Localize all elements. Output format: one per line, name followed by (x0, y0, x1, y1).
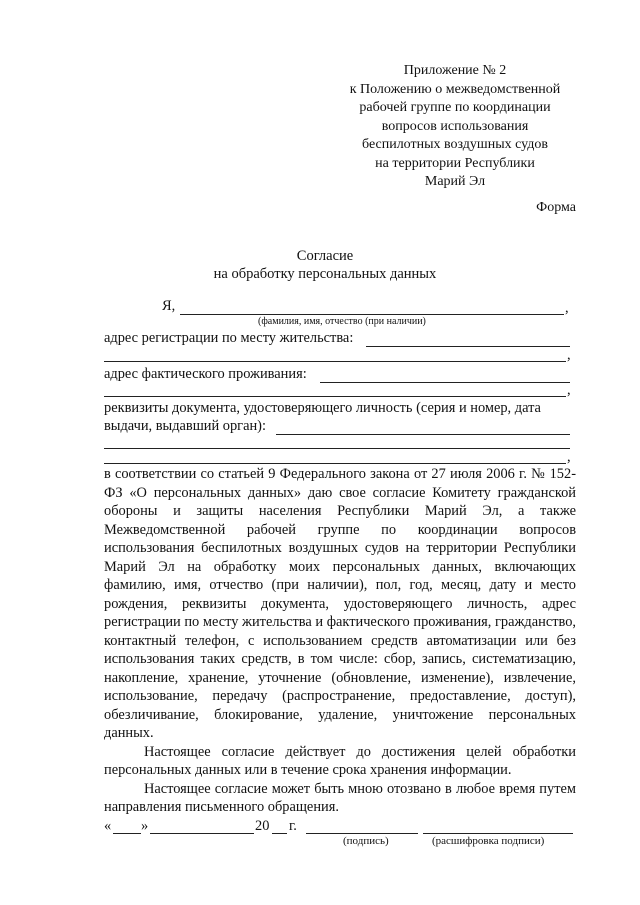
date-year-input-line[interactable] (272, 833, 287, 834)
appendix-line: беспилотных воздушных судов (362, 137, 548, 152)
fio-comma: , (565, 300, 569, 316)
form-label: Форма (536, 200, 576, 215)
document-input-line[interactable] (276, 434, 570, 435)
appendix-line: на территории Республики (375, 155, 535, 171)
signature-input-line[interactable] (306, 833, 418, 834)
reg-address-input-line-2[interactable] (104, 361, 566, 362)
date-day-input-line[interactable] (113, 833, 141, 834)
date-close-quote: » (141, 818, 149, 834)
consent-body (104, 465, 576, 817)
actual-address-label: адрес фактического проживания: (104, 366, 307, 382)
consent-paragraph-1: в соответствии со статьей 9 Федерального закона от 27 июля 2006 г. № 152-ФЗ «О персональных данных» даю свое согласие Комитету гражданской обороны и защиты населения Республики Марий Эл, а также Межведомственной рабочей группе по координации вопросов использования беспилотных воздушных судов на территории Республики Марий Эл на обработку моих персональных данных, включающих фамилию, имя, отчество (при наличии), пол, год, месяц, дату и место рождения, реквизиты документа, удостоверяющего личность, адрес регистрации по месту жительства и фактического проживания, гражданство, контактный телефон, с использованием средств автоматизации или без использования таких средств, в том числе: сбор, запись, систематизацию, накопление, хранение, уточнение (обновление, изменение), извлечение, использование, передачу (распространение, предоставление, доступ), обезличивание, блокирование, удаление, уничтожение персональных данных. (104, 466, 576, 741)
signature-hint: (подпись) (343, 835, 389, 847)
fio-hint: (фамилия, имя, отчество (при наличии) (258, 316, 426, 327)
consent-paragraph-3: Настоящее согласие может быть мною отозвано в любое время путем направления письменного обращения. (104, 780, 576, 815)
date-year-suffix: г. (289, 818, 297, 834)
document-label-line2: выдачи, выдавший орган): (104, 418, 266, 434)
date-open-quote: « (104, 818, 112, 834)
appendix-line: Марий Эл (424, 174, 486, 189)
appendix-line: рабочей группе по координации (359, 100, 551, 115)
appendix-line: к Положению о межведомственной (349, 81, 561, 97)
consent-paragraph-2: Настоящее согласие действует до достижения целей обработки персональных данных или в течение срока хранения информации. (104, 743, 576, 778)
i-prefix: Я, (162, 298, 176, 314)
fio-input-line[interactable] (180, 314, 564, 315)
reg-address-label: адрес регистрации по месту жительства: (104, 330, 354, 346)
signature-decoding-input-line[interactable] (423, 833, 573, 834)
appendix-header (330, 62, 580, 192)
actual-address-comma: , (567, 382, 571, 398)
document-input-line-3[interactable] (104, 463, 566, 464)
reg-address-comma: , (567, 347, 571, 363)
signature-decoding-hint: (расшифровка подписи) (432, 835, 545, 847)
appendix-line: Приложение № 2 (403, 63, 507, 78)
reg-address-input-line[interactable] (366, 346, 570, 347)
document-title: Согласие (296, 248, 354, 264)
actual-address-input-line[interactable] (320, 382, 570, 383)
document-comma: , (567, 449, 571, 465)
document-subtitle: на обработку персональных данных (213, 266, 437, 282)
document-input-line-2[interactable] (104, 448, 570, 449)
date-month-input-line[interactable] (150, 833, 254, 834)
document-label-line1: реквизиты документа, удостоверяющего личность (серия и номер, дата (104, 400, 541, 416)
actual-address-input-line-2[interactable] (104, 396, 566, 397)
appendix-line: вопросов использования (381, 118, 529, 134)
date-year-prefix: 20 (255, 818, 270, 834)
